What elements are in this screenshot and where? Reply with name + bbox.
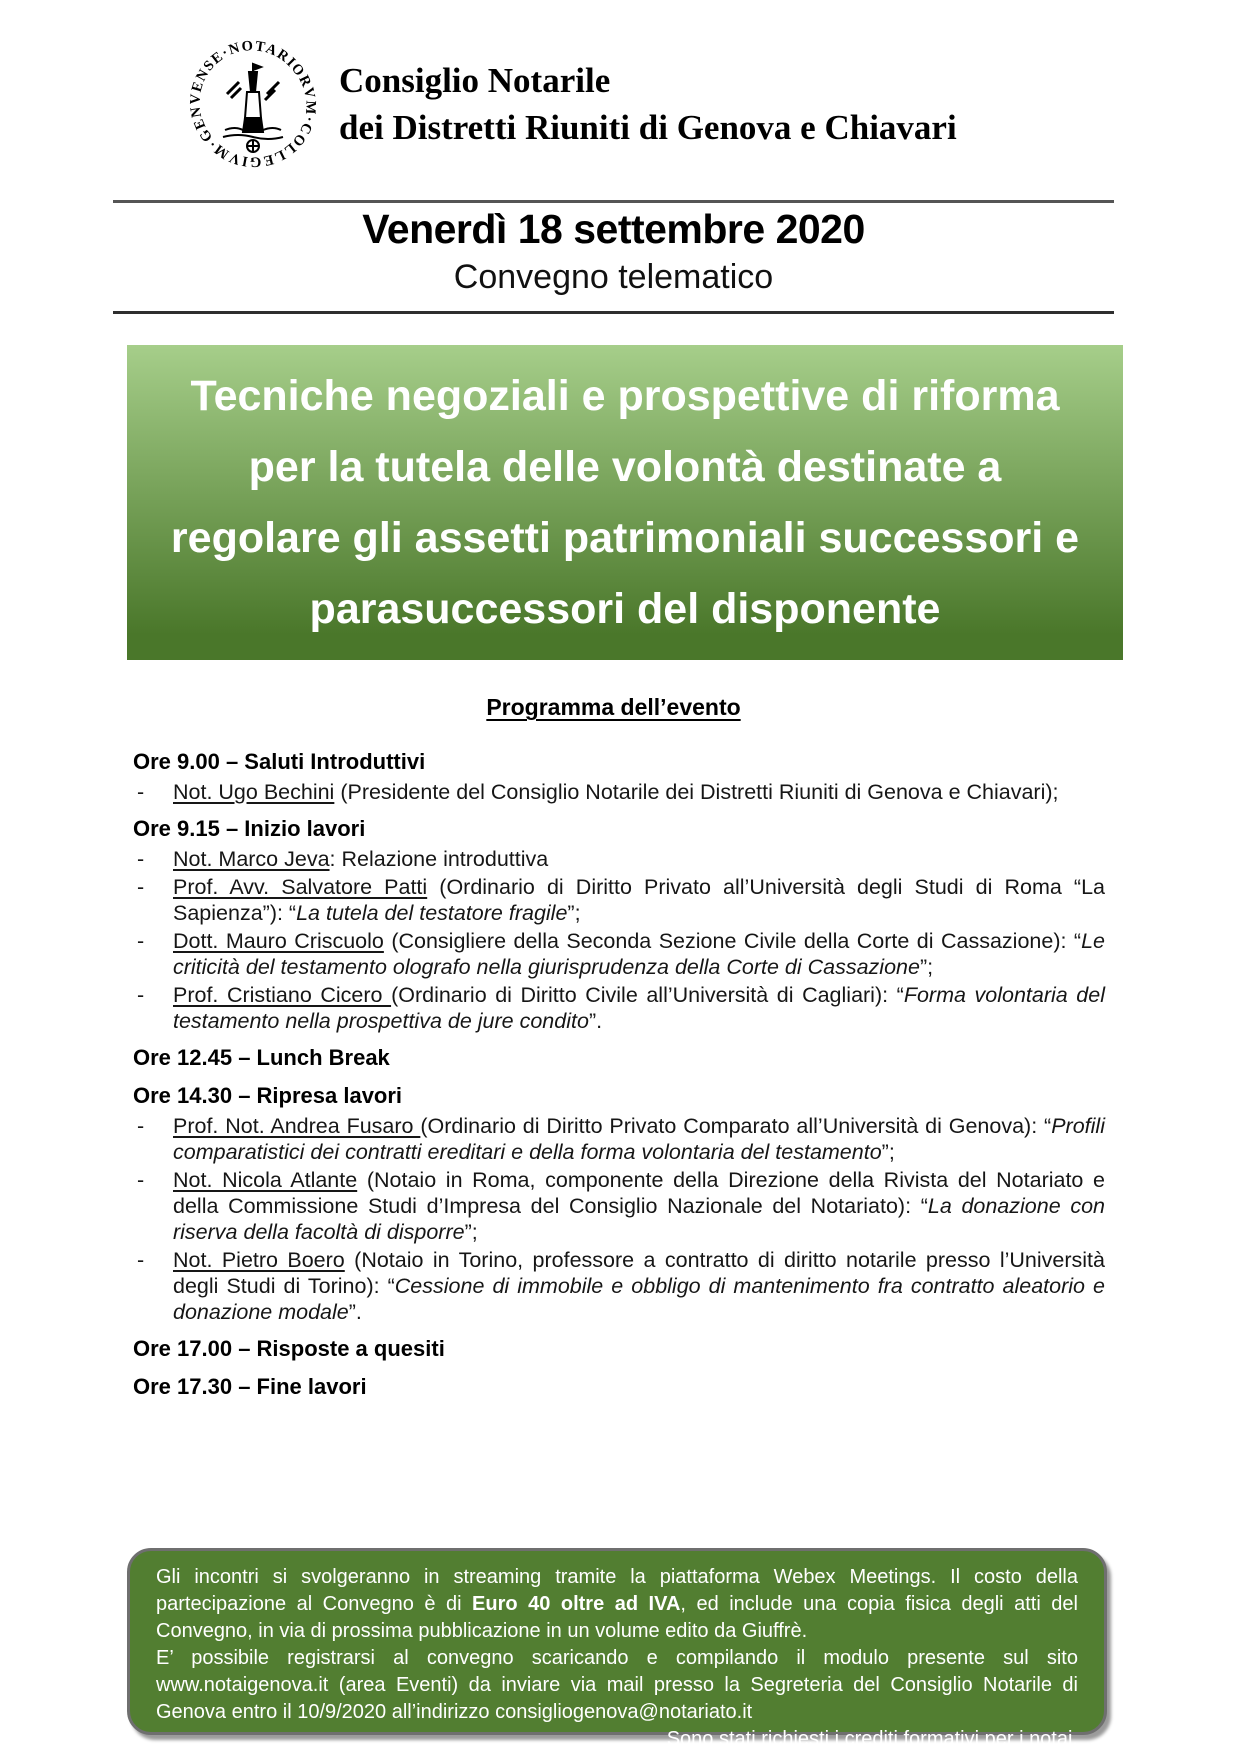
bullet-dash: - xyxy=(137,1114,145,1138)
text-segment-italic: Forma volontaria del testamento nella prospettiva de jure condito xyxy=(173,983,1105,1033)
bullet-dash: - xyxy=(137,875,145,899)
text-segment-plain: (Presidente del Consiglio Notarile dei Distretti Riuniti di Genova e Chiavari); xyxy=(334,780,1059,804)
text-segment-italic: Cessione di immobile e obbligo di mantenimento fra contratto aleatorio e donazione modale xyxy=(173,1274,1105,1324)
banner-title-line: parasuccessori del disponente xyxy=(309,584,941,633)
text-segment-name: Prof. Avv. Salvatore Patti xyxy=(173,875,428,899)
lighthouse-icon xyxy=(223,64,283,152)
text-segment-name: Not. Ugo Bechini xyxy=(173,780,335,804)
info-box-paragraph xyxy=(156,1564,1078,1645)
text-segment-plain: ”. xyxy=(588,1009,603,1033)
text-segment-italic: La donazione con riserva della facoltà di disporre xyxy=(173,1194,1105,1244)
text-segment-plain: ”; xyxy=(464,1220,478,1244)
text-segment-plain: , ed include una copia fisica degli atti del Convegno, in via di prossima pubblicazione in un volume edito da Giuffrè. xyxy=(156,1593,1078,1642)
bullet-dash: - xyxy=(137,929,145,953)
text-segment-name: Prof. Cristiano Cicero xyxy=(173,983,392,1007)
org-title-line2: dei Distretti Riuniti di Genova e Chiavari xyxy=(339,108,957,147)
divider-bottom xyxy=(113,311,1114,314)
program-time-heading: Ore 14.30 – Ripresa lavori xyxy=(133,1083,403,1108)
org-title xyxy=(339,57,957,151)
program-item xyxy=(133,779,1105,805)
info-box-paragraph xyxy=(156,1645,1078,1726)
text-segment-plain: (Ordinario di Diritto Privato all’Università degli Studi di Roma “La Sapienza”): “ xyxy=(173,875,1105,925)
text-segment-plain: : Relazione introduttiva xyxy=(329,847,549,871)
text-segment-name: Not. Pietro Boero xyxy=(173,1248,345,1272)
org-title-line1: Consiglio Notarile xyxy=(339,61,611,100)
text-segment-name: Prof. Not. Andrea Fusaro xyxy=(173,1114,421,1138)
text-segment-italic: Le criticità del testamento olografo nella giurisprudenza della Corte di Cassazione xyxy=(173,929,1106,979)
event-subtitle: Convegno telematico xyxy=(453,258,774,296)
program-item xyxy=(133,874,1105,926)
banner-title-line: per la tutela delle volontà destinate a xyxy=(248,442,1002,491)
text-segment-plain: ”; xyxy=(919,955,934,979)
text-segment-plain: (Notaio in Roma, componente della Direzione della Rivista del Notariato e della Commissione Studi d’Impresa del Consiglio Nazionale del Notariato): “ xyxy=(173,1168,1105,1218)
text-segment-name: Dott. Mauro Criscuolo xyxy=(173,929,384,953)
program-time-heading: Ore 12.45 – Lunch Break xyxy=(133,1045,390,1070)
divider-top xyxy=(113,200,1114,203)
bullet-dash: - xyxy=(137,1248,145,1272)
banner-title-line: regolare gli assetti patrimoniali successori e xyxy=(170,513,1080,562)
banner-title-line: Tecniche negoziali e prospettive di riforma xyxy=(190,371,1060,420)
program-time-heading: Ore 17.30 – Fine lavori xyxy=(133,1374,367,1399)
text-segment-plain: (Consigliere della Seconda Sezione Civile della Corte di Cassazione): “ xyxy=(383,929,1082,953)
bullet-dash: - xyxy=(137,983,145,1007)
program-item xyxy=(133,846,1105,872)
info-box-paragraph xyxy=(156,1726,1078,1753)
notary-seal-logo xyxy=(183,34,323,174)
program-item xyxy=(133,1247,1105,1325)
text-segment-name: Not. Nicola Atlante xyxy=(173,1168,358,1192)
text-segment-italic: Profili comparatistici dei contratti ereditari e della forma volontaria del testamento xyxy=(173,1114,1105,1164)
text-segment-italic: La tutela del testatore fragile xyxy=(296,901,568,925)
bullet-dash: - xyxy=(137,780,145,804)
info-box xyxy=(127,1548,1107,1750)
text-segment-bold: Euro 40 oltre ad IVA xyxy=(472,1593,681,1615)
text-segment-plain: E’ possibile registrarsi al convegno scaricando e compilando il modulo presente sul sito www.notaigenova.it (area Eventi) da inviare via mail presso la Segreteria del Consiglio Notarile di Genova entro il 10/9/2020 all’indirizzo consigliogenova@notariato.it xyxy=(156,1647,1078,1723)
title-banner xyxy=(127,345,1123,660)
text-segment-plain: ”; xyxy=(881,1140,895,1164)
text-segment-plain: ”; xyxy=(567,901,581,925)
text-segment-plain: Sono stati richiesti i crediti formativi per i notai. xyxy=(666,1728,1078,1750)
seal-ring-text: GENVENSE·NOTARIORVM·COLLEGIVM· xyxy=(187,38,319,170)
program-heading: Programma dell’evento xyxy=(486,694,741,720)
bullet-dash: - xyxy=(137,847,145,871)
text-segment-plain: Gli incontri si svolgeranno in streaming tramite la piattaforma Webex Meetings. Il costo della partecipazione al Convegno è di xyxy=(156,1566,1078,1615)
date-block xyxy=(113,204,1114,300)
text-segment-plain: ”. xyxy=(348,1300,362,1324)
program-item xyxy=(133,1167,1105,1245)
program-item xyxy=(133,1113,1105,1165)
bullet-dash: - xyxy=(137,1168,145,1192)
header xyxy=(183,34,957,174)
program-item xyxy=(133,928,1105,980)
text-segment-name: Not. Marco Jeva xyxy=(173,847,330,871)
program-time-heading: Ore 9.00 – Saluti Introduttivi xyxy=(133,749,426,774)
program-time-heading: Ore 17.00 – Risposte a quesiti xyxy=(133,1336,445,1361)
event-date: Venerdì 18 settembre 2020 xyxy=(362,206,865,252)
text-segment-plain: (Notaio in Torino, professore a contratto di diritto notarile presso l’Università degli Studi di Torino): “ xyxy=(173,1248,1105,1298)
text-segment-plain: (Ordinario di Diritto Civile all’Università di Cagliari): “ xyxy=(391,983,904,1007)
program-item xyxy=(133,982,1105,1034)
program-blocks xyxy=(133,748,1105,1404)
program-time-heading: Ore 9.15 – Inizio lavori xyxy=(133,816,366,841)
text-segment-plain: (Ordinario di Diritto Privato Comparato all’Università di Genova): “ xyxy=(420,1114,1052,1138)
